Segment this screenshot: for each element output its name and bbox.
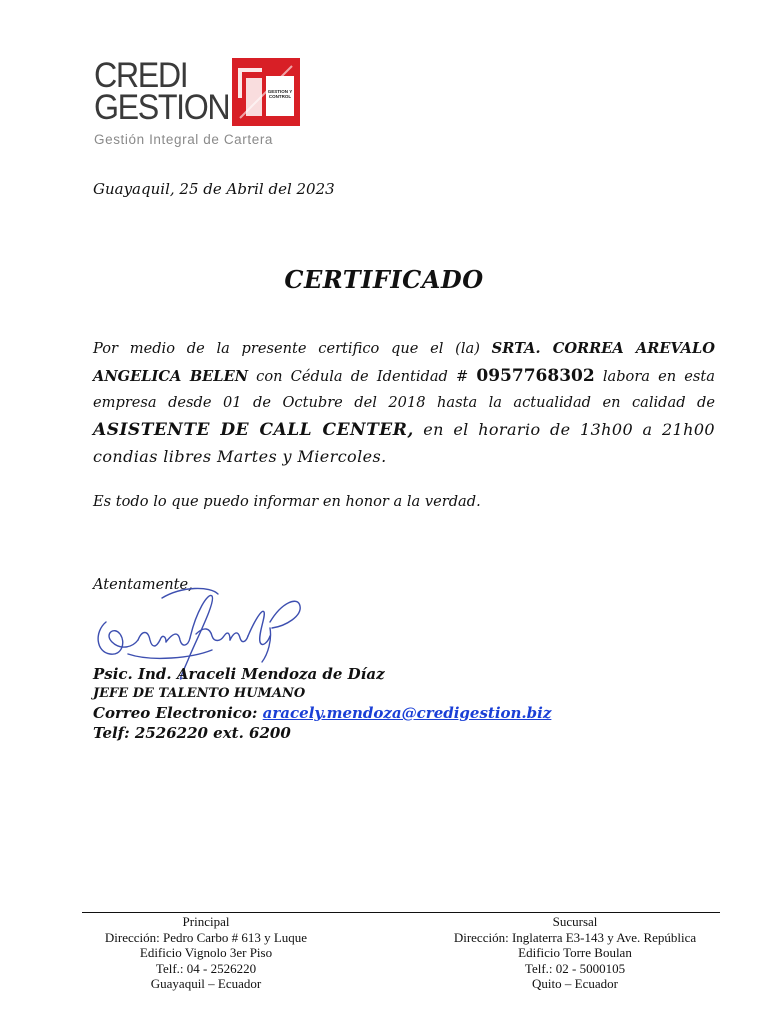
signer-name: Psic. Ind. Araceli Mendoza de Díaz (93, 665, 385, 683)
signer-phone: Telf: 2526220 ext. 6200 (93, 724, 291, 742)
footer-left-title: Principal (182, 914, 230, 929)
footer-right-phone: Telf.: 02 - 5000105 (524, 960, 626, 976)
document-title: CERTIFICADO (284, 265, 484, 294)
body-text-cedula-label: con Cédula de Identidad # (248, 367, 477, 385)
footer-left-phone: Telf.: 04 - 2526220 (155, 960, 257, 976)
company-logo (94, 58, 309, 150)
body-text-schedule: en el horario de 13h00 a 21h00 condias libres Martes y Miercoles. (93, 419, 715, 466)
logo-word-credi: CREDI (94, 56, 188, 95)
cedula-number: 0957768302 (476, 365, 595, 386)
body-text-intro: Por medio de la presente certifico que el (la) (93, 340, 492, 357)
footer-branch-office (430, 914, 720, 992)
footer-right-building: Edificio Torre Boulan (518, 945, 632, 961)
footer-left-city: Guayaquil – Ecuador (150, 976, 262, 992)
email-label: Correo Electronico (93, 704, 252, 722)
email-link[interactable]: aracely.mendoza@credigestion.biz (262, 704, 552, 722)
signer-role: JEFE DE TALENTO HUMANO (93, 686, 306, 701)
footer-divider (82, 912, 720, 913)
certificate-body (93, 336, 715, 472)
body-text-employment: labora en esta empresa desde 01 de Octubre del 2018 hasta la actualidad en calidad de (93, 367, 715, 411)
document-date: Guayaquil, 25 de Abril del 2023 (93, 180, 335, 198)
closing-statement: Es todo lo que puedo informar en honor a la verdad. (93, 493, 481, 510)
job-title: ASISTENTE DE CALL CENTER, (93, 419, 414, 440)
email-separator: : (251, 704, 263, 722)
svg-text:CONTROL: CONTROL (268, 94, 292, 99)
employee-name: SRTA. CORREA AREVALO ANGELICA BELEN (93, 340, 715, 385)
footer-main-office (82, 914, 330, 992)
footer-left-address: Dirección: Pedro Carbo # 613 y Luque (104, 929, 308, 945)
svg-text:GESTION Y: GESTION Y (267, 89, 293, 94)
signer-email-line (93, 704, 551, 722)
footer-right-city: Quito – Ecuador (532, 976, 618, 992)
logo-word-gestion: GESTION (94, 88, 230, 127)
salutation: Atentamente, (93, 576, 193, 593)
footer-right-address: Dirección: Inglaterra E3-143 y Ave. República (453, 929, 697, 945)
logo-emblem-icon (232, 58, 300, 126)
footer-left-building: Edificio Vignolo 3er Piso (139, 945, 273, 961)
logo-tagline: Gestión Integral de Cartera (94, 132, 274, 147)
footer-right-title: Sucursal (552, 914, 598, 929)
